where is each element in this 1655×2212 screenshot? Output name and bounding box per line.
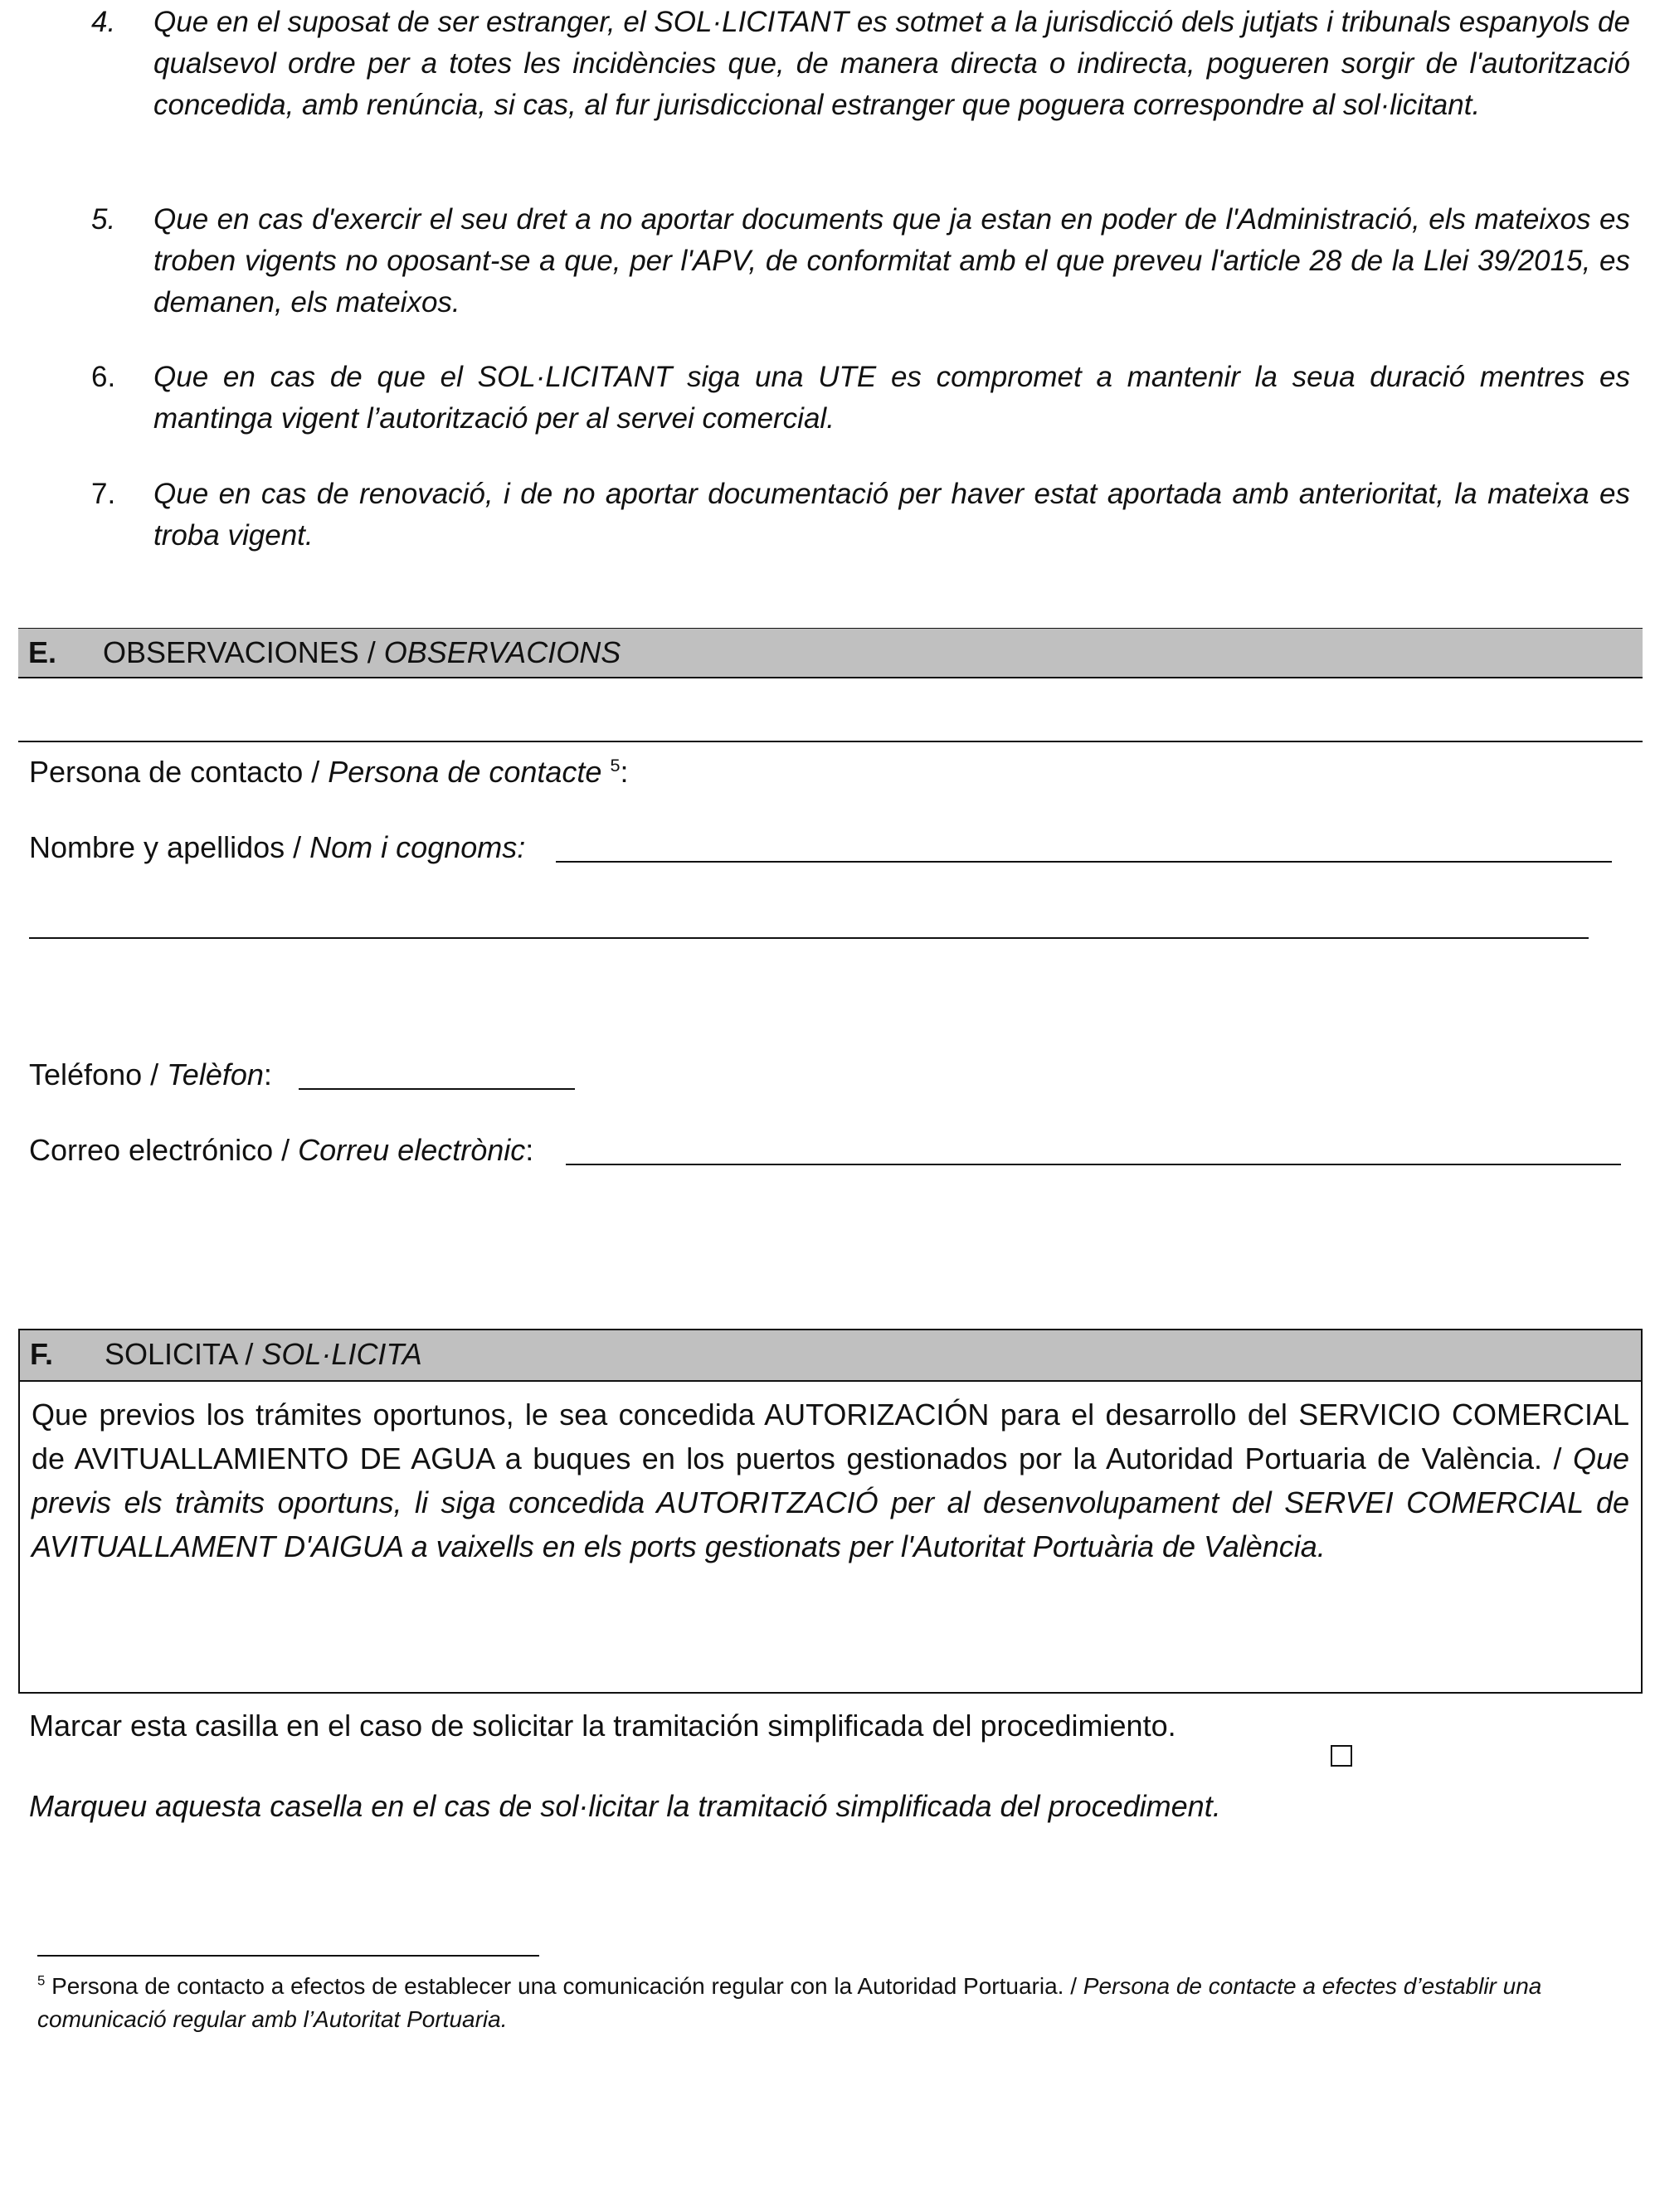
section-f-box bbox=[18, 1329, 1643, 1694]
name-input[interactable] bbox=[556, 861, 1612, 863]
name-input-continuation[interactable] bbox=[29, 937, 1589, 939]
footnote-number: 5 bbox=[37, 1972, 46, 1989]
email-input[interactable] bbox=[566, 1164, 1621, 1165]
simplified-label-ca: Marqueu aquesta casella en el cas de sol·licitar la tramitació simplificada del procediment. bbox=[29, 1789, 1221, 1823]
section-letter: F. bbox=[30, 1337, 54, 1371]
section-e-bottom-rule bbox=[18, 677, 1643, 678]
simplified-procedure-checkbox[interactable] bbox=[1331, 1745, 1352, 1767]
list-number: 5. bbox=[91, 203, 116, 236]
list-number: 4. bbox=[91, 6, 116, 38]
email-field: Correo electrónico / Correu electrònic: bbox=[29, 1133, 534, 1167]
section-title: SOLICITA / SOL·LICITA bbox=[105, 1337, 422, 1371]
contact-heading: Persona de contacto / Persona de contacte $^5$: bbox=[29, 755, 629, 789]
request-text: Que previos los trámites oportunos, le sea concedida AUTORIZACIÓN para el desarrollo del SERVICIO COMERCIAL de AVITUALLAMIENTO DE AGUA a buques en los puertos gestionados por la Autoridad Portuaria de València. / Que previs els tràmits oportuns, li siga concedida AUTORITZACIÓ per al desenvolupament del SERVEI COMERCIAL de AVITUALLAMENT D'AIGUA a vaixells en els ports gestionats per l'Autoritat Portuària de València. bbox=[32, 1398, 1629, 1563]
section-e-header bbox=[18, 629, 1643, 677]
section-title: OBSERVACIONES / OBSERVACIONS bbox=[103, 635, 621, 669]
list-text: Que en el suposat de ser estranger, el SOL·LICITANT es sotmet a la jurisdicció dels jutjats i tribunals espanyols de qualsevol ordre per a totes les incidències que, de manera directa o indirecta, pogueren sorgir de l'autorització concedida, amb renúncia, si cas, al fur jurisdiccional estranger que poguera correspondre al sol·licitant. bbox=[153, 6, 1630, 121]
name-label: Nombre y apellidos / Nom i cognoms: bbox=[29, 830, 526, 864]
list-text: Que en cas de que el SOL·LICITANT siga una UTE es compromet a mantenir la seua duració mentres es mantinga vigent l’autorització per al servei comercial. bbox=[153, 361, 1630, 435]
section-letter: E. bbox=[28, 635, 57, 669]
simplified-label-es: Marcar esta casilla en el caso de solicitar la tramitación simplificada del procedimiento. bbox=[29, 1709, 1176, 1743]
name-field bbox=[29, 829, 525, 867]
list-text: Que en cas de renovació, i de no aportar documentació per haver estat aportada amb anterioritat, la mateixa es troba vigent. bbox=[153, 478, 1630, 552]
section-f-header bbox=[20, 1330, 1641, 1382]
phone-field: Teléfono / Telèfon: bbox=[29, 1057, 272, 1091]
footnote-separator bbox=[37, 1955, 539, 1957]
list-number: 7. bbox=[91, 478, 116, 510]
footnote: $^5$ Persona de contacto a efectos de establecer una comunicación regular con la Autoridad Portuaria. / Persona de contacte a efectes d’establir una comunicació regular amb l’Autoritat Portuaria. bbox=[37, 1972, 1542, 2032]
list-text: Que en cas d'exercir el seu dret a no aportar documents que ja estan en poder de l'Administració, els mateixos es troben vigents no oposant-se a que, per l'APV, de conformitat amb el que preveu l'article 28 de la Llei 39/2015, es demanen, els mateixos. bbox=[153, 203, 1630, 318]
phone-input[interactable] bbox=[299, 1088, 575, 1090]
list-number: 6. bbox=[91, 361, 116, 393]
observations-input-line[interactable] bbox=[18, 741, 1643, 742]
